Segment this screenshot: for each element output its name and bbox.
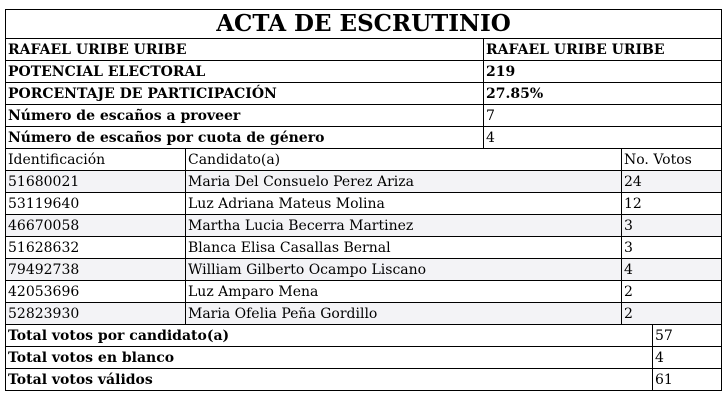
candidate-name: Martha Lucia Becerra Martinez	[186, 215, 622, 237]
table-row	[6, 193, 722, 215]
candidate-id: 51680021	[6, 171, 186, 193]
candidate-name: Luz Adriana Mateus Molina	[186, 193, 622, 215]
candidate-votes: 2	[622, 303, 722, 325]
total-blanco-label: Total votos en blanco	[6, 347, 653, 369]
total-candidatos-row	[6, 325, 722, 347]
candidate-id: 52823930	[6, 303, 186, 325]
potencial-label: POTENCIAL ELECTORAL	[6, 61, 484, 83]
table-header-row	[6, 149, 722, 171]
candidate-id: 79492738	[6, 259, 186, 281]
participacion-label: PORCENTAJE DE PARTICIPACIÓN	[6, 83, 484, 105]
location-row	[6, 39, 722, 61]
participacion-row	[6, 83, 722, 105]
escanos-row	[6, 105, 722, 127]
page-title: ACTA DE ESCRUTINIO	[6, 10, 722, 39]
genero-value: 4	[484, 127, 722, 149]
potencial-row	[6, 61, 722, 83]
total-validos-row	[6, 369, 722, 391]
total-validos-value: 61	[653, 369, 722, 391]
column-header-identificacion: Identificación	[6, 149, 186, 171]
table-row	[6, 281, 722, 303]
location-value: RAFAEL URIBE URIBE	[484, 39, 722, 61]
column-header-votos: No. Votos	[622, 149, 722, 171]
participacion-value: 27.85%	[484, 83, 722, 105]
candidate-votes: 2	[622, 281, 722, 303]
column-header-candidato: Candidato(a)	[186, 149, 622, 171]
genero-label: Número de escaños por cuota de género	[6, 127, 484, 149]
candidate-name: Luz Amparo Mena	[186, 281, 622, 303]
table-row	[6, 259, 722, 281]
table-row	[6, 215, 722, 237]
escanos-value: 7	[484, 105, 722, 127]
total-candidatos-label: Total votos por candidato(a)	[6, 325, 653, 347]
total-candidatos-value: 57	[653, 325, 722, 347]
table-row	[6, 303, 722, 325]
escanos-label: Número de escaños a proveer	[6, 105, 484, 127]
table-row	[6, 171, 722, 193]
candidate-name: Blanca Elisa Casallas Bernal	[186, 237, 622, 259]
candidate-id: 42053696	[6, 281, 186, 303]
table-row	[6, 237, 722, 259]
candidate-id: 51628632	[6, 237, 186, 259]
candidate-votes: 24	[622, 171, 722, 193]
candidate-votes: 4	[622, 259, 722, 281]
candidate-votes: 3	[622, 237, 722, 259]
total-blanco-value: 4	[653, 347, 722, 369]
total-blanco-row	[6, 347, 722, 369]
candidate-votes: 3	[622, 215, 722, 237]
candidate-name: William Gilberto Ocampo Liscano	[186, 259, 622, 281]
candidate-votes: 12	[622, 193, 722, 215]
genero-row	[6, 127, 722, 149]
title-row	[6, 10, 722, 39]
candidate-name: Maria Ofelia Peña Gordillo	[186, 303, 622, 325]
total-validos-label: Total votos válidos	[6, 369, 653, 391]
potencial-value: 219	[484, 61, 722, 83]
candidate-id: 53119640	[6, 193, 186, 215]
candidate-name: Maria Del Consuelo Perez Ariza	[186, 171, 622, 193]
location-label: RAFAEL URIBE URIBE	[6, 39, 484, 61]
candidate-id: 46670058	[6, 215, 186, 237]
acta-escrutinio-table	[5, 9, 722, 391]
